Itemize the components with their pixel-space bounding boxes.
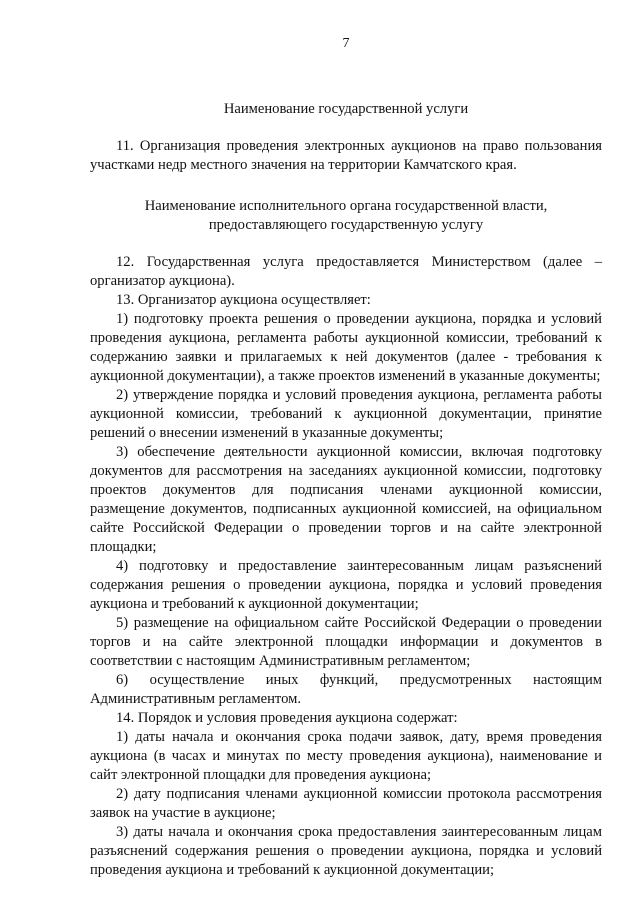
paragraph-item-14: 14. Порядок и условия проведения аукциона содержат: [116, 710, 458, 726]
heading-service-name: Наименование государственной услуги [223, 101, 469, 117]
list-item-13-5: 5) размещение на официальном сайте Российской Федерации о проведении торгов и на сайте электронной площадки информации и документов в соответствии с настоящим Административным регламентом; [90, 615, 602, 669]
heading-executive-body: Наименование исполнительного органа государственной власти, предоставляющего государственную услугу [144, 198, 548, 233]
paragraph-item-12: 12. Государственная услуга предоставляется Министерством (далее – организатор аукциона). [90, 254, 602, 289]
list-item-14-2: 2) дату подписания членами аукционной комиссии протокола рассмотрения заявок на участие в аукционе; [90, 786, 602, 821]
paragraph-item-13: 13. Организатор аукциона осуществляет: [116, 292, 371, 308]
list-item-14-1: 1) даты начала и окончания срока подачи заявок, дату, время проведения аукциона (в часах и минутах по месту проведения аукциона), наименование и сайт электронной площадки для проведения аукциона; [90, 729, 602, 783]
list-item-13-3: 3) обеспечение деятельности аукционной комиссии, включая подготовку документов для рассмотрения на заседаниях аукционной комиссии, подготовку проектов документов для подписания членами аукционной комиссии, размещение документов, подписанных аукционной комиссией, на официальном сайте Российской Федерации о проведении торгов и на сайте электронной площадки; [90, 444, 602, 555]
list-item-13-1: 1) подготовку проекта решения о проведении аукциона, порядка и условий проведения аукциона, регламента работы аукционной комиссии, требований к содержанию заявки и прилагаемых к ней документов (далее - требования к аукционной документации), а также проектов изменений в указанные документы; [90, 311, 602, 384]
list-item-14-3: 3) даты начала и окончания срока предоставления заинтересованным лицам разъяснений содержания решения о проведении аукциона, порядка и условий проведения аукциона и требований к аукционной документации; [90, 824, 602, 878]
list-item-13-4: 4) подготовку и предоставление заинтересованным лицам разъяснений содержания решения о проведении аукциона, порядка и условий проведения аукциона и требований к аукционной документации; [90, 558, 602, 612]
list-item-13-2: 2) утверждение порядка и условий проведения аукциона, регламента работы аукционной комиссии, требований к аукционной документации, принятие решений о внесении изменений в указанные документы; [90, 387, 602, 441]
paragraph-item-11: 11. Организация проведения электронных аукционов на право пользования участками недр местного значения на территории Камчатского края. [90, 138, 602, 173]
list-item-13-6: 6) осуществление иных функций, предусмотренных настоящим Административным регламентом. [90, 672, 602, 707]
page-number: 7 [342, 36, 350, 51]
